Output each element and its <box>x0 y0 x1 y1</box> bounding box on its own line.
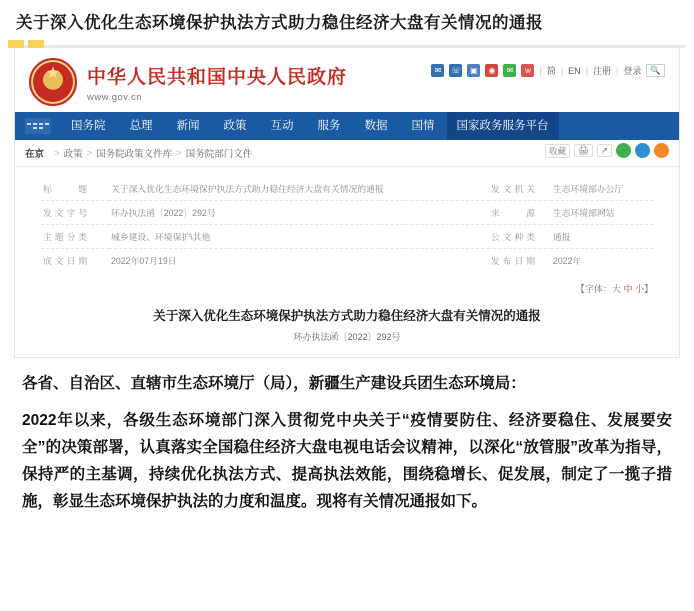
meta-label-doctype: 公文种类 <box>489 225 551 249</box>
font-size-small[interactable]: 小 <box>634 284 644 295</box>
lang-en-link[interactable]: EN <box>568 65 581 76</box>
square-icon[interactable]: ▣ <box>467 64 480 77</box>
font-size-large[interactable]: 大 <box>611 284 621 295</box>
nav-item-hudong[interactable]: 互动 <box>270 120 294 133</box>
table-row <box>41 177 653 201</box>
font-size-control <box>15 276 679 297</box>
search-icon[interactable]: 🔍 <box>646 64 665 77</box>
nav-item-zongli[interactable]: 总理 <box>129 120 153 133</box>
breadcrumb-separator-2: > <box>86 147 93 159</box>
font-size-medium[interactable]: 中 <box>623 284 633 295</box>
gov-website-screenshot <box>8 45 686 358</box>
nav-item-guoqing[interactable]: 国情 <box>411 120 435 133</box>
nav-item-fuwu[interactable]: 服务 <box>317 120 341 133</box>
breadcrumb-separator-1: > <box>54 147 60 159</box>
document-title: 关于深入优化生态环境保护执法方式助力稳住经济大盘有关情况的通报 <box>153 309 541 324</box>
lang-cn-link[interactable]: 简 <box>546 66 556 77</box>
meta-value-category: 城乡建设、环境保护\其他 <box>109 225 489 249</box>
site-url: www.gov.cn <box>87 91 142 103</box>
meta-value-title: 关于深入优化生态环境保护执法方式助力稳住经济大盘有关情况的通报 <box>109 177 489 201</box>
breadcrumb-item-department-docs[interactable]: 国务院部门文件 <box>185 149 253 161</box>
document-number: 环办执法函〔2022〕292号 <box>293 331 401 342</box>
notice-salutation: 各省、自治区、直辖市生态环境厅（局），新疆生产建设兵团生态环境局： <box>22 374 526 392</box>
nav-item-shuju[interactable]: 数据 <box>364 120 388 133</box>
tools-divider-2: | <box>560 65 564 76</box>
nav-item-government-service-platform[interactable]: 国家政务服务平台 <box>447 112 559 140</box>
breadcrumb-item-doc-library[interactable]: 国务院政策文件库 <box>96 149 173 161</box>
weibo-icon[interactable]: w <box>521 64 534 77</box>
weibo-icon[interactable] <box>654 143 669 158</box>
main-nav <box>15 112 679 140</box>
meta-label-docnumber: 发文字号 <box>41 201 109 225</box>
register-link[interactable]: 登录 <box>623 66 642 77</box>
favorite-button[interactable]: 收藏 <box>545 144 570 158</box>
meta-value-docnumber: 环办执法函〔2022〕292号 <box>109 201 489 225</box>
notice-paragraph-1: 2022年以来，各级生态环境部门深入贯彻党中央关于“疫情要防住、经济要稳住、发展要安全”的决策部署，认真落实全国稳住经济大盘电视电话会议精神，以深化“放管服”改革为指导，保持严的主基调，持续优化执法方式、提高执法效能，围绕稳增长、促发展，制定了一揽子措施，彰显生态环境保护执法的力度和温度。现将有关情况通报如下。 <box>22 411 672 511</box>
nav-item-guowuyuan[interactable]: 国务院 <box>71 120 106 133</box>
meta-value-createdate: 2022年07月19日 <box>111 256 177 267</box>
grid-menu-icon[interactable] <box>25 118 51 134</box>
meta-value-publishdate: 2022年 <box>552 256 582 267</box>
breadcrumb-separator-3: > <box>176 147 182 159</box>
accent-bar-left <box>8 40 24 48</box>
table-row <box>41 249 653 273</box>
phone-icon[interactable]: ☏ <box>450 66 461 76</box>
national-emblem-icon <box>29 58 77 106</box>
page-title: 关于深入优化生态环境保护执法方式助力稳住经济大盘有关情况的通报 <box>16 14 543 32</box>
tools-divider-3: | <box>585 65 589 76</box>
meta-label-createdate: 成文日期 <box>43 256 91 267</box>
meta-label-publishdate: 发布日期 <box>490 256 539 267</box>
login-link[interactable]: 注册 <box>593 66 612 77</box>
breadcrumb-item-policy[interactable]: 政策 <box>63 149 83 161</box>
tools-divider: | <box>539 65 542 76</box>
font-size-close: 】 <box>643 284 653 295</box>
site-name: 中华人民共和国中央人民政府 <box>87 66 348 88</box>
meta-value-issuer: 生态环境部办公厅 <box>551 177 653 201</box>
accent-bar-right <box>28 40 44 48</box>
breadcrumb-actions <box>545 143 669 158</box>
site-header <box>15 48 679 112</box>
meta-label-issuer: 发文机关 <box>489 177 551 201</box>
wechat-icon[interactable]: ✉ <box>503 64 516 77</box>
breadcrumb <box>15 140 679 167</box>
mail-icon[interactable]: ✉ <box>431 64 444 77</box>
font-size-label: 【字体： <box>575 284 612 295</box>
qq-icon[interactable] <box>635 143 650 158</box>
meta-value-doctype: 通报 <box>551 225 653 249</box>
meta-label-title: 标 题 <box>41 177 109 201</box>
breadcrumb-home[interactable]: 在京 <box>25 149 45 161</box>
wechat-icon[interactable] <box>616 143 631 158</box>
meta-label-category: 主题分类 <box>41 225 109 249</box>
print-icon[interactable]: 🖨 <box>574 144 593 157</box>
share-icon[interactable]: ↗ <box>597 144 612 157</box>
tools-divider-4: | <box>616 65 619 76</box>
notice-body <box>0 358 694 515</box>
nav-item-xinwen[interactable]: 新闻 <box>176 120 200 133</box>
document-meta <box>15 167 679 276</box>
nav-item-zhengce[interactable]: 政策 <box>223 120 247 133</box>
header-tools <box>431 64 665 77</box>
meta-value-source: 生态环境部网站 <box>551 201 653 225</box>
table-row <box>41 225 653 249</box>
app-icon[interactable]: ◉ <box>485 64 498 77</box>
meta-label-source: 来 源 <box>489 201 551 225</box>
table-row <box>41 201 653 225</box>
